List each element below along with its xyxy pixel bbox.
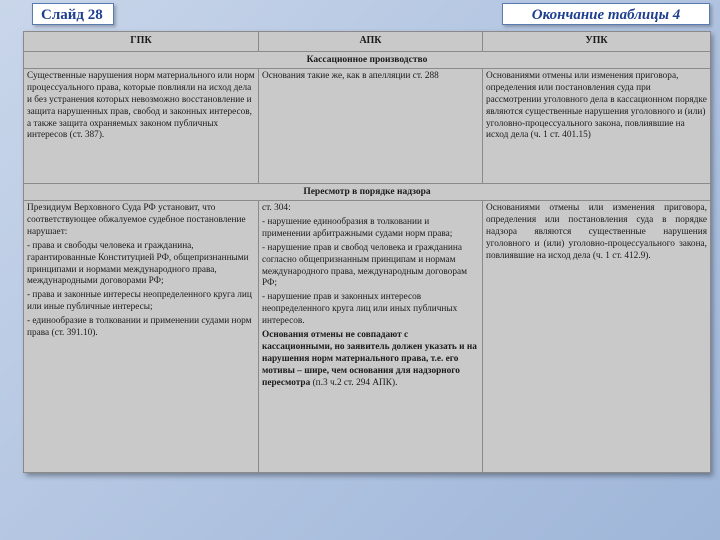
- apk-note-reference: (п.3 ч.2 ст. 294 АПК).: [310, 377, 398, 388]
- apk-note-bold: Основания отмены не совпадают с кассационными, но заявитель должен указать и на нарушения норм материального права, т.е. его мотивы – шире, чем основания для надзорного пересмотра: [262, 330, 477, 388]
- apk-paragraph: - нарушение прав и законных интересов неопределенного круга лиц или иных публичных интересов.: [262, 292, 458, 327]
- table-row: [24, 68, 711, 183]
- section-title-cassation: Кассационное производство: [24, 51, 711, 68]
- cell-upk-cassation: Основаниями отмены или изменения приговора, определения или постановления суда при рассмотрении уголовного дела в кассационном порядке являются существенные нарушения уголовного и (или) уголовно-процессуального закона, повлиявшие на исход дела (ч. 1 ст. 401.15): [483, 68, 711, 183]
- gpk-paragraph: - права и свободы человека и гражданина, гарантированные Конституцией РФ, общепризнанными принципами и нормами международного права, международными договорами РФ;: [27, 240, 249, 287]
- gpk-paragraph: - права и законные интересы неопределенного круга лиц или иные публичные интересы;: [27, 290, 252, 313]
- table-row: [24, 201, 711, 473]
- apk-note: [262, 330, 479, 389]
- gpk-paragraph: Президиум Верховного Суда РФ установит, что соответствующее обжалуемое судебное постановление нарушает:: [27, 203, 246, 237]
- section-row-supervision: [24, 183, 711, 200]
- comparison-table: [23, 31, 710, 473]
- table-continuation-label: Окончание таблицы 4: [502, 3, 710, 25]
- apk-paragraph: - нарушение единообразия в толковании и применении арбитражными судами норм права;: [262, 217, 453, 239]
- cell-gpk-supervision: [24, 201, 259, 473]
- cell-gpk-cassation: Существенные нарушения норм материального или норм процессуального права, которые повлияли на исход дела и без устранения которых невозможно восстановление и защита нарушенных прав, свобод и законных интересов, а также защита охраняемых законом публичных интересов (ст. 387).: [24, 68, 259, 183]
- cell-upk-supervision: Основаниями отмены или изменения приговора, определения или постановления суда в порядке надзора являются существенные нарушения уголовного и (или) уголовно-процессуального закона, повлиявшие на исход дела (ч. 1 ст. 412.9).: [483, 201, 711, 473]
- apk-paragraph: - нарушение прав и свобод человека и гражданина согласно общепризнанным принципам и нормам международного права, международным договорам РФ;: [262, 242, 467, 289]
- column-header-upk: УПК: [483, 32, 711, 52]
- section-title-supervision: Пересмотр в порядке надзора: [24, 183, 711, 200]
- column-header-apk: АПК: [259, 32, 483, 52]
- cell-apk-supervision: [259, 201, 483, 473]
- column-header-gpk: ГПК: [24, 32, 259, 52]
- gpk-paragraph: - единообразие в толковании и применении судами норм права (ст. 391.10).: [27, 316, 252, 339]
- table-header-row: [24, 32, 711, 52]
- section-row-cassation: [24, 51, 711, 68]
- slide-number-label: Слайд 28: [32, 3, 114, 25]
- cell-apk-cassation: Основания такие же, как в апелляции ст. 288: [259, 68, 483, 183]
- apk-paragraph: ст. 304:: [262, 203, 291, 214]
